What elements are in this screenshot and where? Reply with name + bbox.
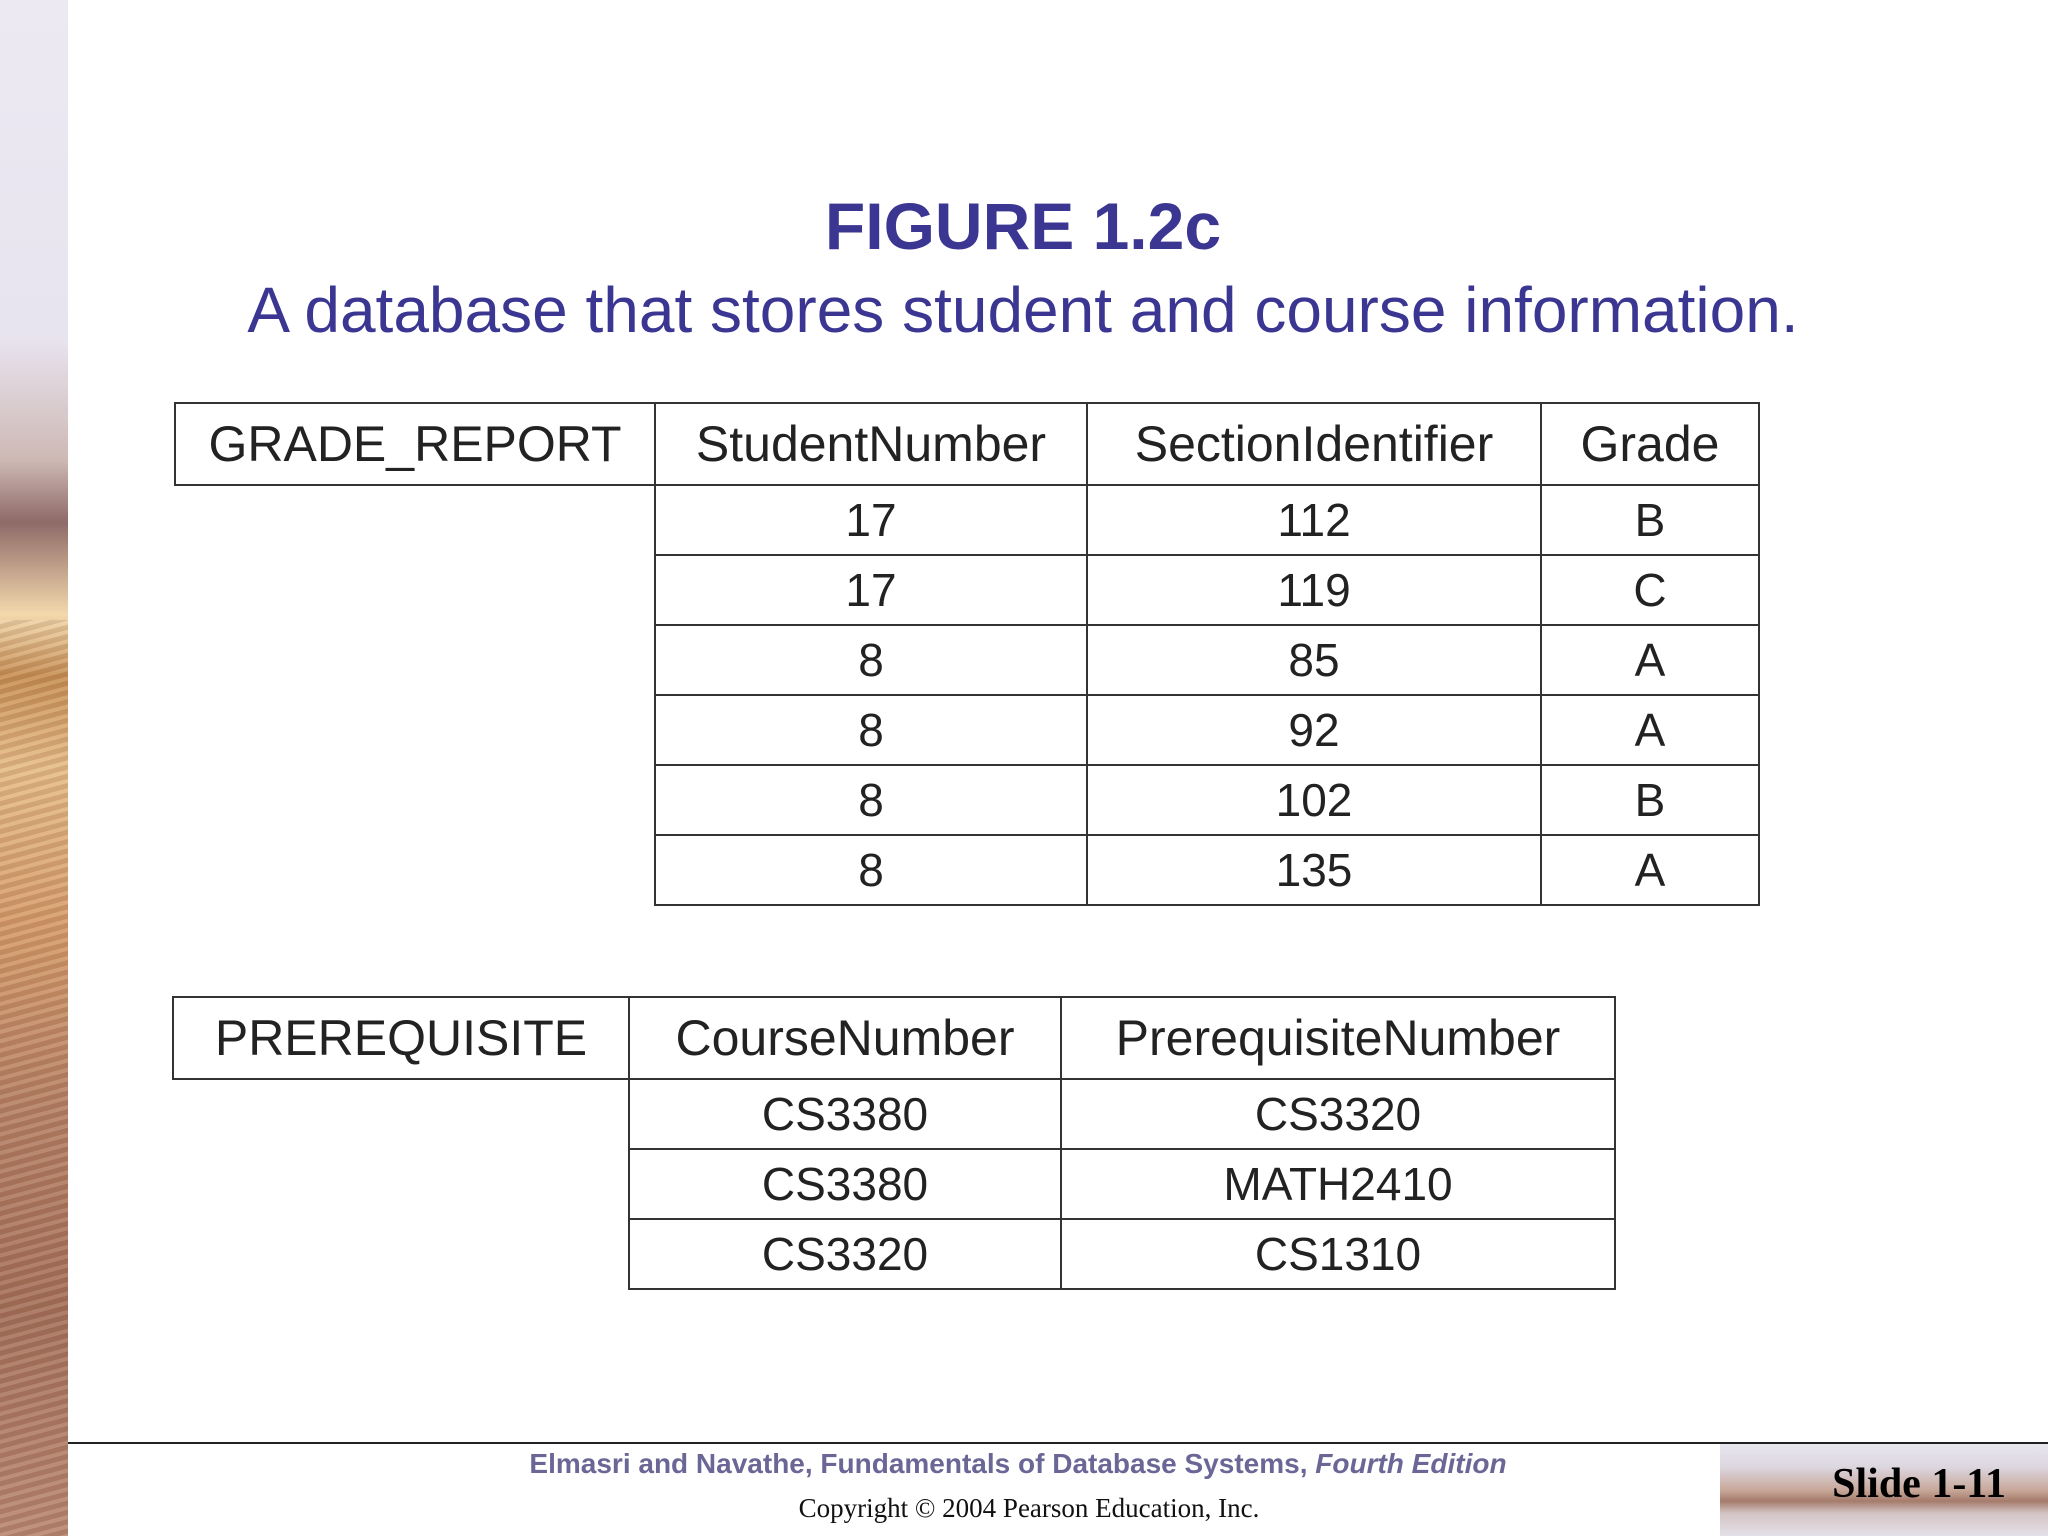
table-cell: CS3380	[629, 1149, 1061, 1219]
column-header: StudentNumber	[655, 403, 1087, 485]
table-row	[175, 765, 1759, 835]
table-cell: 8	[655, 765, 1087, 835]
table-cell: 119	[1087, 555, 1541, 625]
prerequisite-table	[172, 996, 1616, 1290]
column-header: PrerequisiteNumber	[1061, 997, 1615, 1079]
table-cell: 8	[655, 695, 1087, 765]
footer-copyright: Copyright © 2004 Pearson Education, Inc.	[798, 1493, 1260, 1523]
column-header: CourseNumber	[629, 997, 1061, 1079]
table-cell: C	[1541, 555, 1759, 625]
blank-cell	[173, 1219, 629, 1289]
decorative-side-strip	[0, 0, 68, 1536]
table-cell: A	[1541, 625, 1759, 695]
table-cell: A	[1541, 695, 1759, 765]
table-cell: A	[1541, 835, 1759, 905]
prerequisite-header-row	[173, 997, 1615, 1079]
grade-report-header-row	[175, 403, 1759, 485]
table-row	[173, 1149, 1615, 1219]
slide-number: Slide 1-11	[1832, 1461, 2006, 1507]
figure-title: FIGURE 1.2c	[824, 189, 1222, 263]
blank-cell	[175, 555, 655, 625]
table-cell: CS3320	[629, 1219, 1061, 1289]
table-cell: 8	[655, 835, 1087, 905]
table-cell: 112	[1087, 485, 1541, 555]
grade-report-table-name: GRADE_REPORT	[175, 403, 655, 485]
blank-cell	[175, 835, 655, 905]
table-row	[175, 625, 1759, 695]
table-row	[175, 835, 1759, 905]
table-row	[175, 555, 1759, 625]
table-cell: CS3380	[629, 1079, 1061, 1149]
table-cell: MATH2410	[1061, 1149, 1615, 1219]
blank-cell	[173, 1079, 629, 1149]
footer-book-credit	[68, 1446, 1968, 1482]
table-cell: 17	[655, 485, 1087, 555]
table-cell: 135	[1087, 835, 1541, 905]
figure-caption: A database that stores student and course information.	[247, 274, 1799, 346]
prerequisite-table-name: PREREQUISITE	[173, 997, 629, 1079]
table-cell: B	[1541, 485, 1759, 555]
column-header: Grade	[1541, 403, 1759, 485]
table-row	[173, 1219, 1615, 1289]
blank-cell	[175, 695, 655, 765]
grade-report-table	[174, 402, 1760, 906]
table-cell: CS3320	[1061, 1079, 1615, 1149]
footer-authors: Elmasri and Navathe, Fundamentals of Database Systems,	[529, 1448, 1316, 1479]
table-row	[173, 1079, 1615, 1149]
column-header: SectionIdentifier	[1087, 403, 1541, 485]
blank-cell	[175, 765, 655, 835]
footer-edition: Fourth Edition	[1315, 1448, 1507, 1479]
table-cell: 92	[1087, 695, 1541, 765]
table-row	[175, 485, 1759, 555]
blank-cell	[173, 1149, 629, 1219]
table-cell: CS1310	[1061, 1219, 1615, 1289]
table-cell: 85	[1087, 625, 1541, 695]
blank-cell	[175, 625, 655, 695]
table-cell: 8	[655, 625, 1087, 695]
blank-cell	[175, 485, 655, 555]
slide-number-box	[1720, 1444, 2048, 1536]
table-cell: 17	[655, 555, 1087, 625]
table-cell: B	[1541, 765, 1759, 835]
table-cell: 102	[1087, 765, 1541, 835]
table-row	[175, 695, 1759, 765]
